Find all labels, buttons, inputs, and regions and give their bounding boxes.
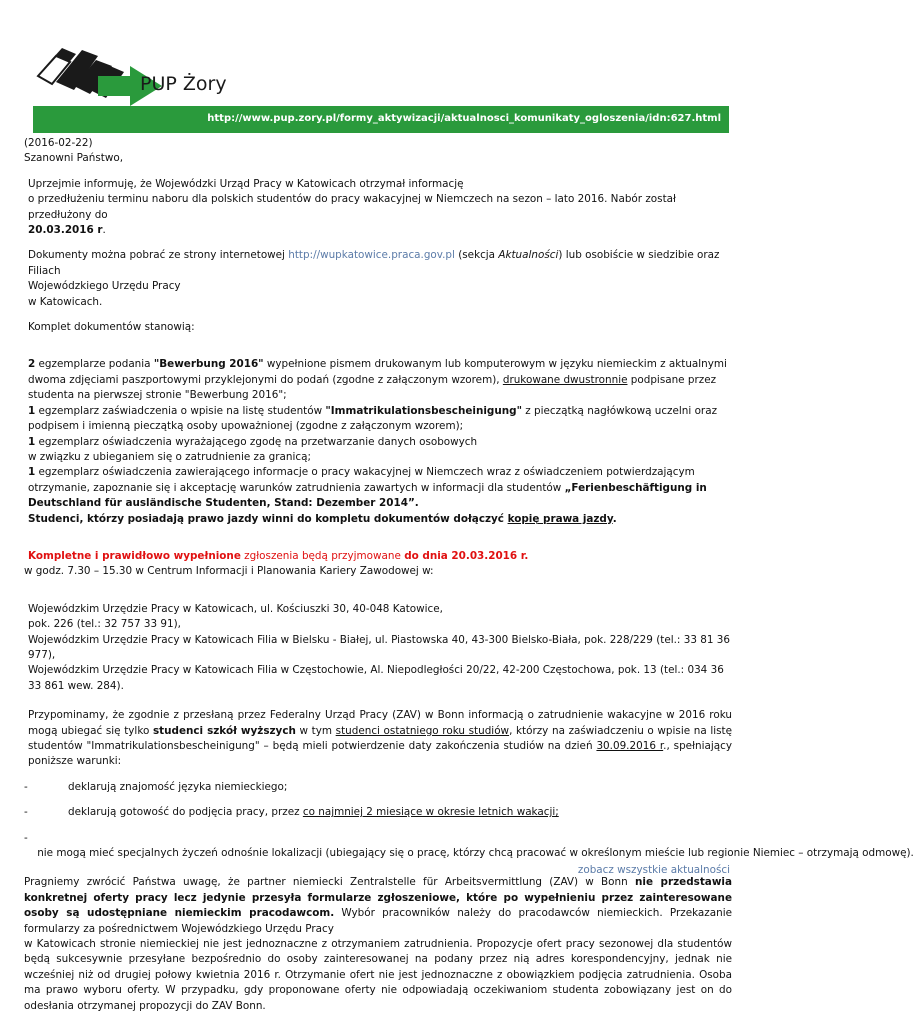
hours-line: w godz. 7.30 – 15.30 w Centrum Informacji i Planowania Kariery Zawodowej w: — [24, 565, 434, 578]
final-paragraph: Pragniemy zwrócić Państwa uwagę, że partner niemiecki Zentralstelle für Arbeitsvermittlung (ZAV) w Bonn nie przedstawia konkretnej oferty pracy lecz jedynie przesyła formularze zgłoszeniowe, które po wypełnieniu przez zainteresowane osoby są udostępniane niemieckim pracodawcom. Wybór pracowników należy do pracodawców niemieckich. Przekazanie formularzy za pośrednictwem Wojewódzkiego Urzędu Pracy w Katowicach stronie niemieckiej nie jest jednoznaczne z otrzymaniem zatrudnienia. Propozycje ofert pracy sezonowej dla studentów będą sukcesywnie przesyłane bezpośrednio do osoby zainteresowanej na podany przez nią adres korespondencyjny, jednak nie wcześniej niż od drugiej połowy kwietnia 2016 r. Otrzymanie ofert nie jest jednoznaczne z obowiązkiem podjęcia zatrudnienia. Osoba ma prawo wyboru oferty. W przypadku, gdy proponowane oferty nie odpowiadają oczekiwaniom studenta zobowiązany jest on do odesłania otrzymanej propozycji do ZAV Bonn. — [24, 876, 732, 1012]
condition-item: - nie mogą mieć specjalnych życzeń odnośnie lokalizacji (ubiegający się o pracę, którzy chcą pracować w określonym mieście lub regionie Niemiec – otrzymają odmowę). — [24, 831, 914, 860]
location-item: Wojewódzkim Urzędzie Pracy w Katowicach Filia w Częstochowie, Al. Niepodległości 20/22, 42-200 Częstochowa, pok. 13 (tel.: 034 36 33 861 wew. 284). — [28, 664, 724, 692]
article-body — [24, 136, 914, 1014]
all-news-link[interactable]: zobacz wszystkie aktualności — [577, 864, 730, 876]
deadline-paragraph: Kompletne i prawidłowo wypełnione zgłoszenia będą przyjmowane do dnia 20.03.2016 r. — [28, 549, 529, 562]
document-item: 1 egzemplarz oświadczenia zawierającego informacje o pracy wakacyjnej w Niemczech wraz z oświadczeniem potwierdzającym otrzymanie, zapoznanie się i akceptację warunków zatrudnienia zawartych w informacji dla studentów „Ferienbeschäftigung in Deutschland für ausländische Studenten, Stand: Dezember 2014”. — [28, 466, 707, 510]
locations-list — [24, 602, 732, 694]
greeting: Szanowni Państwo, — [24, 152, 124, 165]
page-url-link[interactable]: http://www.pup.zory.pl/formy_aktywizacji/aktualnosci_komunikaty_ogloszenia/idn:627.html — [207, 113, 721, 124]
dash-marker: - — [24, 806, 28, 819]
dash-marker: - — [24, 780, 28, 793]
wup-link[interactable]: http://wupkatowice.praca.gov.pl — [288, 249, 455, 262]
article-date: (2016-02-22) — [24, 137, 93, 149]
reminder-paragraph: Przypominamy, że zgodnie z przesłaną przez Federalny Urząd Pracy (ZAV) w Bonn informacją o zatrudnienie wakacyjne w 2016 roku mogą ubiegać się tylko studenci szkół wyższych w tym studenci ostatniego roku studiów, którzy na zaświadczeniu o wpisie na listę studentów "Immatrikulationsbescheinigung" – będą mieli potwierdzenie daty zakończenia studiów na dzień 30.09.2016 r., spełniający poniższe warunki: — [28, 709, 732, 768]
document-item: 1 egzemplarz zaświadczenia o wpisie na listę studentów "Immatrikulationsbescheinigung" z pieczątką nagłówkową uczelni oraz podpisem i imienną pieczątką osoby upoważnionej (zgodne z załączonym wzorem); — [28, 404, 718, 433]
location-item: Wojewódzkim Urzędzie Pracy w Katowicach Filia w Bielsku - Białej, ul. Piastowska 40, 43-300 Bielsko-Biała, pok. 228/229 (tel.: 33 81 36 977), — [28, 633, 730, 661]
documents-paragraph: Dokumenty można pobrać ze strony internetowej http://wupkatowice.praca.gov.pl (sekcja Aktualności) lub osobiście w siedzibie oraz Filiach Wojewódzkiego Urzędu Pracy w Katowicach. — [28, 249, 720, 308]
document-item: 2 egzemplarze podania "Bewerbung 2016" wypełnione pismem drukowanym lub komputerowym w języku niemieckim z aktualnymi dwoma zdjęciami paszportowymi przyklejonymi do podań (zgodne z załączonym wzorem), drukowane dwustronnie podpisane przez studenta na pierwszej stronie "Bewerbung 2016"; — [28, 358, 727, 402]
url-bar — [33, 106, 729, 133]
documents-heading: Komplet dokumentów stanowią: — [28, 321, 195, 334]
document-item: 1 egzemplarz oświadczenia wyrażającego zgodę na przetwarzanie danych osobowych w związku z ubieganiem się o zatrudnienie za granicą; — [28, 435, 478, 463]
driving-licence-note: Studenci, którzy posiadają prawo jazdy winni do kompletu dokumentów dołączyć kopię prawa jazdy. — [28, 512, 617, 525]
documents-list — [24, 357, 732, 526]
location-item: Wojewódzkim Urzędzie Pracy w Katowicach, ul. Kościuszki 30, 40-048 Katowice, — [28, 602, 443, 615]
condition-item: - deklarują znajomość języka niemieckiego; — [24, 780, 732, 795]
logo-text: PUP Żory — [140, 73, 227, 95]
location-item: pok. 226 (tel.: 32 757 33 91), — [28, 618, 181, 631]
intro-paragraph: Uprzejmie informuję, że Wojewódzki Urząd Pracy w Katowicach otrzymał informację o przedłużeniu terminu naboru dla polskich studentów do pracy wakacyjnej w Niemczech na sezon – lato 2016. Nabór został przedłużony do 20.03.2016 r. — [28, 177, 676, 237]
condition-item: - deklarują gotowość do podjęcia pracy, przez co najmniej 2 miesiące w okresie letnich wakacji; — [24, 805, 732, 820]
